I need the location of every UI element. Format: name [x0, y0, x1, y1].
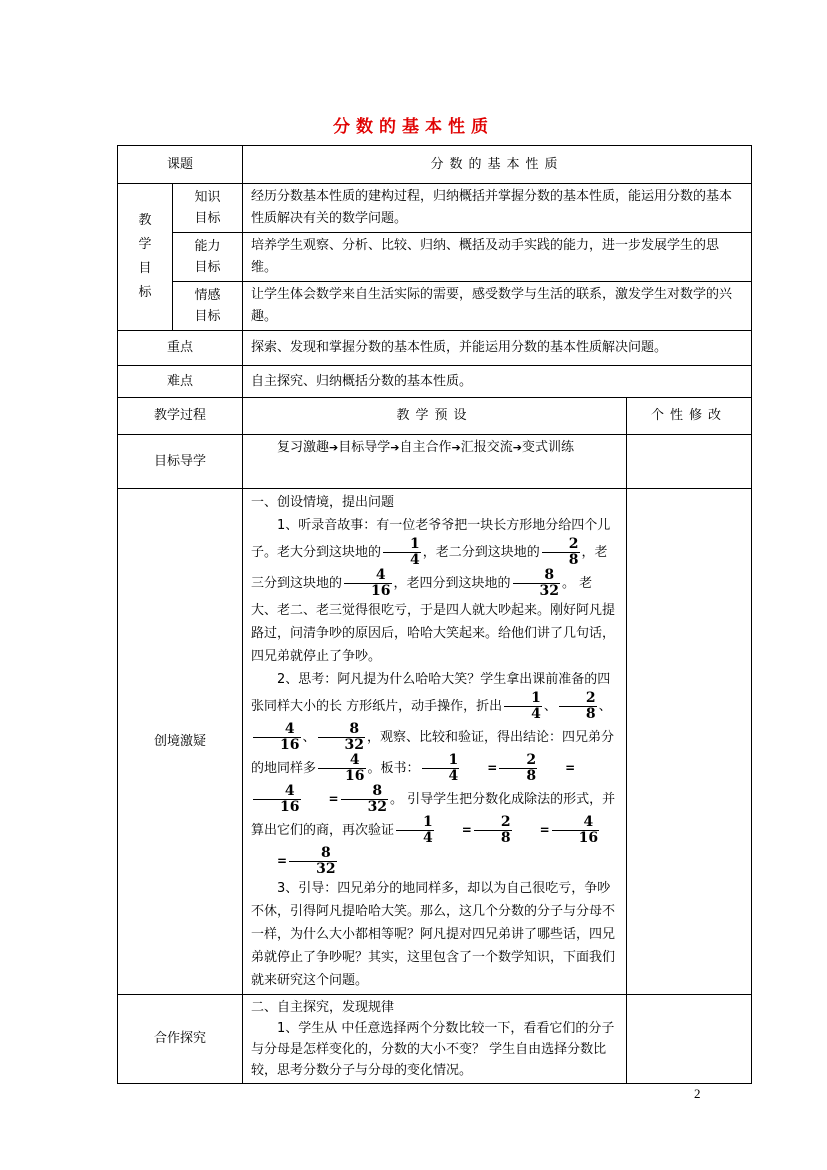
process-label: 教学过程 — [118, 398, 243, 435]
section1-paragraph-2: 2、思考：阿凡提为什么哈哈大笑？学生拿出课前准备的四张同样大小的长 方形纸片，动手操作，折出 $\frac{1}{4}$ 、 $\frac{2}{8}$ 、 $\frac{4}{16}$ 、 $\frac{8}{32}$ ，观察、比较和验证，得出结论：四兄弟分的地同样多 $\frac{4}{16}$ 。板书： $\frac{1}{4}$ = $\frac{2}{8}$ = $\frac{4}{16}$ = $\frac{8}{32}$ 。 引导学生把分数化成除法的形式，并算出它们的商，再次验证 $\frac{1}{4}$ = $\frac{2}{8}$ = $\frac{4}{16}$ = $\frac{8}{32}$ — [251, 672, 616, 877]
fraction-2-8: $\frac{2}{8}$ — [499, 753, 537, 784]
fraction-1-4: $\frac{1}{4}$ — [396, 815, 434, 846]
section1-paragraph-3: 3、引导：四兄弟分的地同样多，却以为自己很吃亏，争吵不休，引得阿凡提哈哈大笑。那么，这几个分数的分子与分母不一样，为什么大小都相等呢？阿凡提对四兄弟讲了哪些话，四兄弟就停止了争吵呢？其实，这里包含了一个数学知识，下面我们就来研究这个问题。 — [251, 881, 616, 988]
section1-label: 创境激疑 — [118, 489, 243, 995]
guide-step: 目标导学 — [338, 440, 391, 455]
goal-text-emotion: 让学生体会数学来自生活实际的需要，感受数学与生活的联系，激发学生对数学的兴趣。 — [243, 282, 752, 331]
section1-row — [118, 489, 752, 995]
goal-label-ability: 能力 目标 — [173, 233, 243, 282]
guide-step: 复习激趣 — [277, 440, 330, 455]
guide-row — [118, 435, 752, 489]
topic-value: 分数的基本性质 — [243, 146, 752, 184]
section1-heading: 一、创设情境，提出问题 — [251, 495, 395, 510]
fraction-4-16: $\frac{4}{16}$ — [253, 784, 300, 815]
difficulty-row — [118, 366, 752, 398]
section2-label: 合作探究 — [118, 995, 243, 1084]
section2-heading: 二、自主探究，发现规律 — [251, 1000, 395, 1015]
section2-content — [243, 995, 627, 1084]
arrow-right-icon: ➔ — [512, 441, 522, 454]
fraction-2-8: $\frac{2}{8}$ — [474, 815, 512, 846]
fraction-2-8: $\frac{2}{8}$ — [559, 691, 597, 722]
goal-text-ability: 培养学生观察、分析、比较、归纳、概括及动手实践的能力，进一步发展学生的思维。 — [243, 233, 752, 282]
section1-content — [243, 489, 627, 995]
guide-revise-cell — [627, 435, 752, 489]
revise-label: 个性修改 — [627, 398, 752, 435]
fraction-4-16: $\frac{4}{16}$ — [552, 815, 599, 846]
design-label: 教学预设 — [243, 398, 627, 435]
guide-step: 自主合作 — [399, 440, 452, 455]
lesson-plan-table — [117, 145, 752, 1084]
section1-paragraph-1: 1、听录音故事：有一位老爷爷把一块长方形地分给四个儿子。老大分到这块地的 $\frac{1}{4}$ ，老二分到这块地的 $\frac{2}{8}$ ，老三分到这块地的 $\frac{4}{16}$ ，老四分到这块地的 $\frac{8}{32}$ 。 老大、老二、老三觉得很吃亏，于是四人就大吵起来。刚好阿凡提路过，问清争吵的原因后，哈哈大笑起来。给他们讲了几句话，四兄弟就停止了争吵。 — [251, 518, 616, 664]
fraction-4-16: $\frac{4}{16}$ — [344, 568, 391, 599]
fraction-8-32: $\frac{8}{32}$ — [341, 784, 388, 815]
key-point-row — [118, 331, 752, 366]
goal-text-knowledge: 经历分数基本性质的建构过程，归纳概括并掌握分数的基本性质，能运用分数的基本性质解决有关的数学问题。 — [243, 184, 752, 233]
guide-step: 汇报交流 — [460, 440, 513, 455]
fraction-4-16: $\frac{4}{16}$ — [318, 753, 365, 784]
fraction-8-32: $\frac{8}{32}$ — [513, 568, 560, 599]
section1-revise-cell — [627, 489, 752, 995]
fraction-8-32: $\frac{8}{32}$ — [289, 846, 336, 877]
page-number: 2 — [694, 1086, 701, 1101]
topic-label: 课题 — [118, 146, 243, 184]
arrow-right-icon: ➔ — [390, 441, 400, 454]
fraction-1-4: $\frac{1}{4}$ — [383, 537, 421, 568]
guide-step: 变式训练 — [521, 440, 574, 455]
goal-label-knowledge: 知识 目标 — [173, 184, 243, 233]
section2-revise-cell — [627, 995, 752, 1084]
key-point-text: 探索、发现和掌握分数的基本性质，并能运用分数的基本性质解决问题。 — [243, 331, 752, 366]
fraction-1-4: $\frac{1}{4}$ — [422, 753, 460, 784]
arrow-right-icon: ➔ — [329, 441, 339, 454]
goal-label-emotion: 情感 目标 — [173, 282, 243, 331]
arrow-right-icon: ➔ — [451, 441, 461, 454]
process-header-row — [118, 398, 752, 435]
fraction-1-4: $\frac{1}{4}$ — [504, 691, 542, 722]
section2-paragraph-1: 1、学生从 中任意选择两个分数比较一下，看看它们的分子与分母是怎样变化的，分数的大小不变？ 学生自由选择分数比较，思考分数分子与分母的变化情况。 — [251, 1021, 615, 1078]
document-title: 分数的基本性质 — [333, 117, 494, 137]
goal-row-emotion — [118, 282, 752, 331]
fraction-4-16: $\frac{4}{16}$ — [253, 722, 300, 753]
goal-row-knowledge — [118, 184, 752, 233]
difficulty-text: 自主探究、归纳概括分数的基本性质。 — [243, 366, 752, 398]
goal-row-ability — [118, 233, 752, 282]
guide-label: 目标导学 — [118, 435, 243, 489]
key-point-label: 重点 — [118, 331, 243, 366]
difficulty-label: 难点 — [118, 366, 243, 398]
goals-label: 教 学 目 标 — [118, 184, 173, 331]
fraction-8-32: $\frac{8}{32}$ — [318, 722, 365, 753]
guide-steps — [243, 435, 627, 489]
topic-row — [118, 146, 752, 184]
fraction-2-8: $\frac{2}{8}$ — [542, 537, 580, 568]
section2-row — [118, 995, 752, 1084]
